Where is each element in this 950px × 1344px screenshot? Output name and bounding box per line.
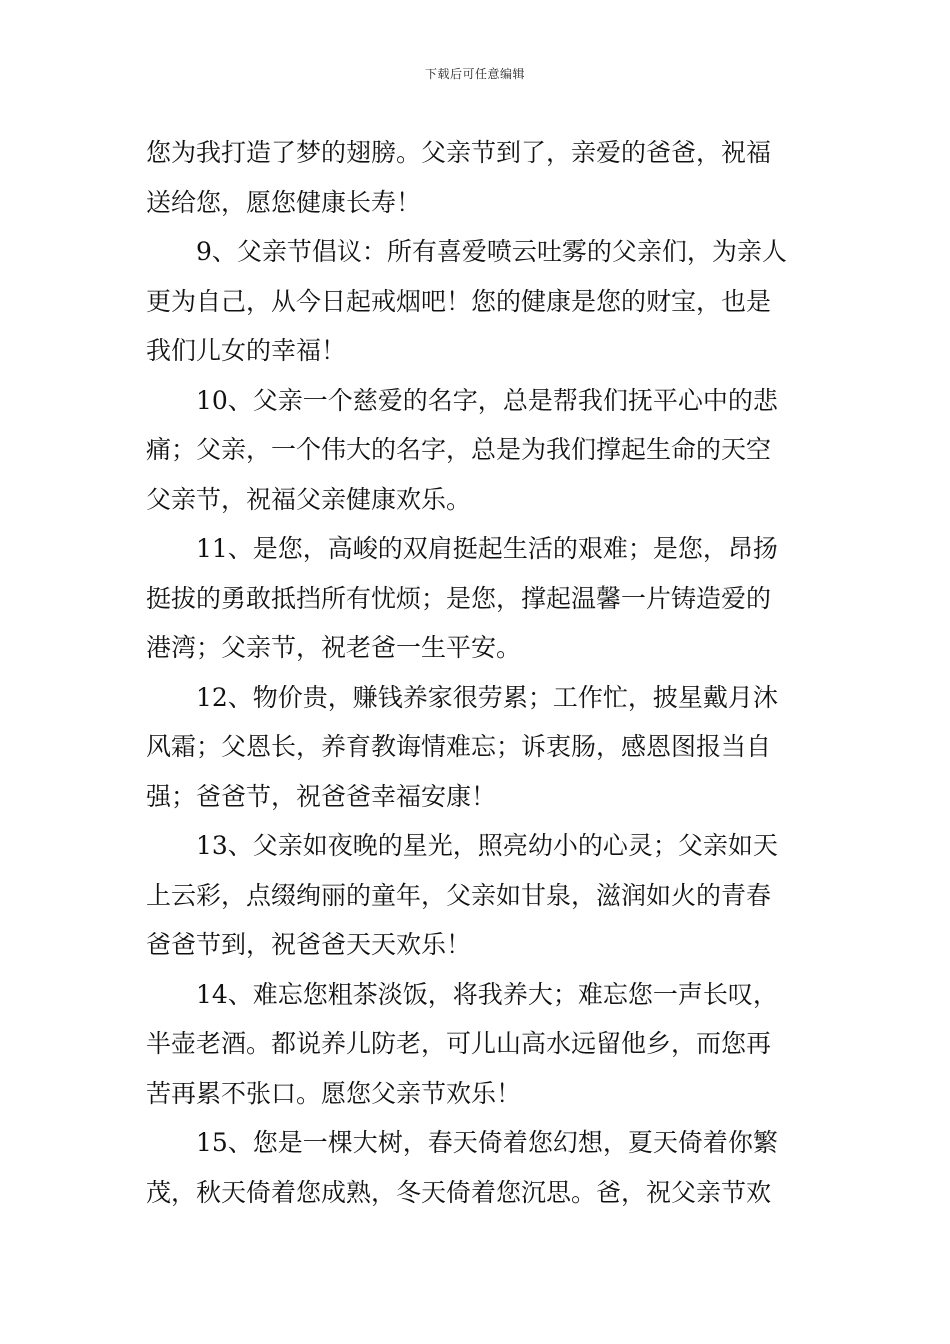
paragraph-first-line: 14、难忘您粗茶淡饭，将我养大；难忘您一声长叹， bbox=[196, 979, 778, 1009]
text-line: 茂，秋天倚着您成熟，冬天倚着您沉思。爸，祝父亲节欢 bbox=[146, 1177, 772, 1207]
text-line: 港湾；父亲节，祝老爸一生平安。 bbox=[146, 633, 522, 662]
text-line: 爸爸节到，祝爸爸天天欢乐！ bbox=[146, 930, 472, 959]
text-line: 强；爸爸节，祝爸爸幸福安康！ bbox=[146, 781, 497, 811]
page-header: 下载后可任意编辑 bbox=[424, 67, 525, 81]
text-line: 您为我打造了梦的翅膀。父亲节到了，亲爱的爸爸，祝福 bbox=[146, 138, 772, 167]
text-line: 送给您，愿您健康长寿！ bbox=[146, 187, 422, 217]
document-body bbox=[146, 128, 810, 1217]
paragraph-first-line: 11、是您，高峻的双肩挺起生活的艰难；是您，昂扬 bbox=[196, 534, 778, 563]
text-line: 痛；父亲，一个伟大的名字，总是为我们撑起生命的天空 bbox=[146, 435, 772, 464]
text-line: 苦再累不张口。愿您父亲节欢乐！ bbox=[146, 1078, 522, 1108]
text-line: 半壶老酒。都说养儿防老，可儿山高水远留他乡，而您再 bbox=[146, 1029, 772, 1058]
text-line: 风霜；父恩长，养育教诲情难忘；诉衷肠，感恩图报当自 bbox=[146, 732, 772, 761]
text-line: 我们儿女的幸福！ bbox=[146, 336, 347, 365]
text-line: 上云彩，点缀绚丽的童年，父亲如甘泉，滋润如火的青春 bbox=[146, 880, 772, 910]
paragraph-first-line: 15、您是一棵大树，春天倚着您幻想，夏天倚着你繁 bbox=[196, 1128, 778, 1157]
text-line: 父亲节，祝福父亲健康欢乐。 bbox=[146, 484, 472, 514]
paragraph-first-line: 9、父亲节倡议：所有喜爱喷云吐雾的父亲们，为亲人 bbox=[196, 237, 787, 266]
text-line: 挺拔的勇敢抵挡所有忧烦；是您，撑起温馨一片铸造爱的 bbox=[146, 583, 772, 613]
paragraph-first-line: 10、父亲一个慈爱的名字，总是帮我们抚平心中的悲 bbox=[196, 385, 778, 415]
paragraph-first-line: 12、物价贵，赚钱养家很劳累；工作忙，披星戴月沐 bbox=[196, 682, 778, 712]
paragraph-first-line: 13、父亲如夜晚的星光，照亮幼小的心灵；父亲如天 bbox=[196, 831, 778, 860]
text-line: 更为自己，从今日起戒烟吧！您的健康是您的财宝，也是 bbox=[146, 286, 772, 316]
